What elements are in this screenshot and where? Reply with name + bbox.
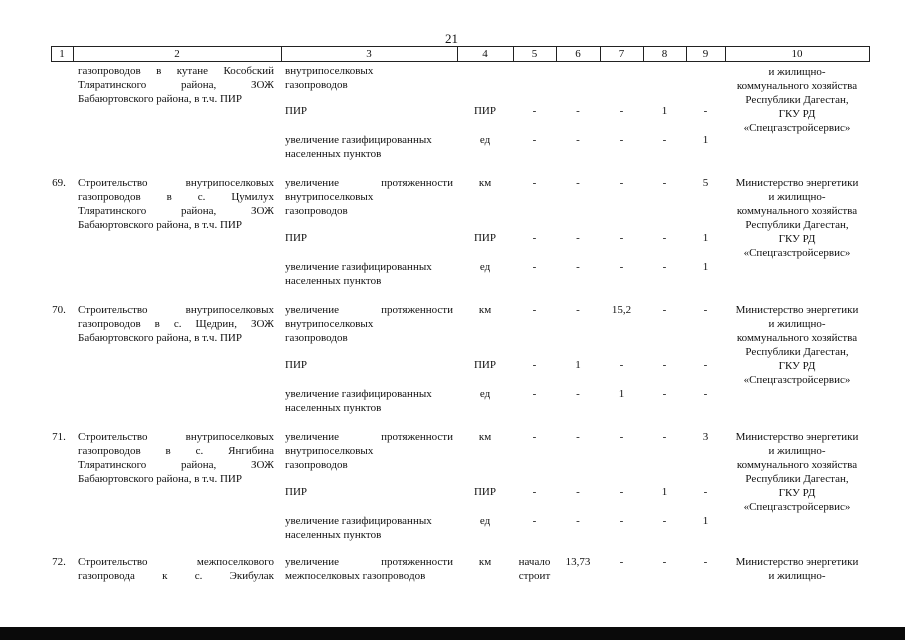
responsible-line: Республики Дагестан, (745, 219, 849, 231)
unit: ед (479, 388, 491, 400)
value-cell: - (532, 105, 537, 117)
column-header: 5 (531, 48, 538, 60)
column-header: 4 (482, 48, 488, 60)
indicator-pir: ПИР (285, 105, 308, 117)
responsible-line: «Спецгазстройсервис» (743, 501, 851, 513)
value-cell: - (662, 359, 667, 371)
value-cell: - (619, 232, 624, 244)
unit: км (478, 556, 492, 568)
value-cell: - (703, 388, 708, 400)
header-bottom-border (51, 61, 869, 62)
unit: км (478, 304, 492, 316)
value-cell: - (576, 105, 580, 117)
row-name-line: газопроводов в с. Цумилух (78, 191, 274, 203)
indicator-line: увеличение газифицированных (285, 388, 432, 400)
value-cell: - (532, 177, 537, 189)
responsible-line: Министерство энергетики (735, 431, 859, 443)
value-cell: 1 (702, 261, 709, 273)
indicator-pir: ПИР (285, 359, 308, 371)
value-cell: 1 (702, 232, 709, 244)
row-number: 72. (52, 556, 66, 568)
responsible-line: Республики Дагестан, (745, 346, 849, 358)
value-cell: - (662, 388, 667, 400)
value-cell: 1 (661, 486, 668, 498)
value-cell: - (619, 105, 624, 117)
responsible-line: и жилищно- (768, 570, 826, 582)
value-cell: - (532, 515, 537, 527)
column-header: 1 (59, 48, 65, 60)
value-cell: строит (518, 570, 551, 582)
row-name-line: Бабаюртовского района, в т.ч. ПИР (78, 93, 242, 105)
responsible-line: «Спецгазстройсервис» (743, 247, 851, 259)
value-cell: - (703, 556, 708, 568)
value-cell: - (576, 304, 580, 316)
value-cell: - (619, 556, 624, 568)
responsible-line: ГКУ РД (778, 233, 816, 245)
column-header: 2 (174, 48, 180, 60)
indicator-line: увеличение газифицированных (285, 515, 432, 527)
value-cell: - (662, 232, 667, 244)
responsible-line: и жилищно- (768, 191, 826, 203)
value-cell: - (619, 359, 624, 371)
unit: ед (479, 134, 491, 146)
responsible-line: коммунального хозяйства (736, 459, 858, 471)
value-cell: - (576, 232, 580, 244)
indicator-pir: ПИР (285, 486, 308, 498)
indicator-line: населенных пунктов (285, 529, 382, 541)
row-name-line: Строительство внутрипоселковых (78, 431, 274, 443)
responsible-line: и жилищно- (768, 66, 826, 78)
unit: ПИР (473, 232, 496, 244)
value-cell: 1 (702, 515, 709, 527)
row-name-line: Тляратинского района, ЗОЖ (78, 459, 274, 471)
value-cell: - (619, 515, 624, 527)
responsible-line: ГКУ РД (778, 487, 816, 499)
responsible-line: и жилищно- (768, 445, 826, 457)
value-cell: - (619, 261, 624, 273)
unit: ед (479, 515, 491, 527)
value-cell: - (619, 431, 624, 443)
indicator-line: населенных пунктов (285, 275, 382, 287)
value-cell: начало (518, 556, 551, 568)
value-cell: - (662, 304, 667, 316)
indicator-line: газопроводов (285, 332, 348, 344)
value-cell: - (662, 134, 667, 146)
responsible-line: ГКУ РД (778, 108, 816, 120)
column-header: 7 (618, 48, 625, 60)
column-header: 8 (661, 48, 668, 60)
responsible-line: «Спецгазстройсервис» (743, 122, 851, 134)
responsible-line: коммунального хозяйства (736, 80, 858, 92)
indicator-line: увеличение протяженности (285, 177, 453, 189)
indicator-pir: ПИР (285, 232, 308, 244)
row-name-line: Бабаюртовского района, в т.ч. ПИР (78, 219, 242, 231)
indicator-line: газопроводов (285, 459, 348, 471)
value-cell: - (532, 431, 537, 443)
value-cell: 15,2 (611, 304, 632, 316)
indicator-line: внутрипоселковых (285, 445, 374, 457)
value-cell: 3 (702, 431, 709, 443)
indicator-line: увеличение протяженности (285, 304, 453, 316)
responsible-line: Министерство энергетики (735, 304, 859, 316)
unit: ПИР (473, 359, 496, 371)
value-cell: - (576, 261, 580, 273)
value-cell: - (532, 359, 537, 371)
row-name-line: Тляратинского района, ЗОЖ (78, 205, 274, 217)
responsible-line: Министерство энергетики (735, 556, 859, 568)
column-divider (869, 46, 870, 62)
value-cell: - (576, 134, 580, 146)
value-cell: - (703, 304, 708, 316)
indicator-line: межпоселковых газопроводов (285, 570, 426, 582)
column-header: 3 (366, 48, 372, 60)
indicator-line: увеличение газифицированных (285, 134, 432, 146)
value-cell: - (662, 515, 667, 527)
value-cell: - (619, 134, 624, 146)
indicator-line: газопроводов (285, 205, 348, 217)
unit: ПИР (473, 486, 496, 498)
row-name-line: газопроводов в с. Щедрин, ЗОЖ (78, 318, 274, 330)
unit: ед (479, 261, 491, 273)
row-name-line: газопроводов в с. Янгибина (78, 445, 274, 457)
value-cell: 1 (618, 388, 625, 400)
value-cell: - (703, 105, 708, 117)
value-cell: 1 (661, 105, 668, 117)
indicator-line: населенных пунктов (285, 148, 382, 160)
indicator-line: увеличение газифицированных (285, 261, 432, 273)
value-cell: - (532, 388, 537, 400)
column-header: 9 (702, 48, 709, 60)
row-number: 71. (52, 431, 66, 443)
value-cell: - (576, 431, 580, 443)
responsible-line: коммунального хозяйства (736, 205, 858, 217)
responsible-line: коммунального хозяйства (736, 332, 858, 344)
value-cell: - (532, 134, 537, 146)
value-cell: - (532, 232, 537, 244)
value-cell: - (619, 177, 624, 189)
responsible-line: «Спецгазстройсервис» (743, 374, 851, 386)
page-number: 21 (445, 31, 458, 46)
responsible-line: Республики Дагестан, (745, 94, 849, 106)
value-cell: 13,73 (565, 556, 591, 568)
row-name-line: Бабаюртовского района, в т.ч. ПИР (78, 332, 242, 344)
row-number: 69. (52, 177, 66, 189)
value-cell: - (532, 304, 537, 316)
scan-border (0, 627, 905, 640)
value-cell: - (576, 515, 580, 527)
value-cell: - (532, 486, 537, 498)
row-name-line: газопроводов в кутане Кособский (78, 65, 274, 77)
column-header: 6 (575, 48, 581, 60)
value-cell: - (576, 486, 580, 498)
value-cell: - (662, 177, 667, 189)
value-cell: - (576, 177, 580, 189)
unit: км (478, 431, 492, 443)
responsible-line: и жилищно- (768, 318, 826, 330)
responsible-line: Республики Дагестан, (745, 473, 849, 485)
responsible-line: ГКУ РД (778, 360, 816, 372)
indicator-line: увеличение протяженности (285, 431, 453, 443)
indicator-line: внутрипоселковых (285, 65, 374, 77)
column-header: 10 (791, 48, 803, 60)
value-cell: 5 (702, 177, 709, 189)
indicator-line: увеличение протяженности (285, 556, 453, 568)
value-cell: - (703, 486, 708, 498)
indicator-line: внутрипоселковых (285, 318, 374, 330)
row-name-line: газопровода к с. Экибулак (78, 570, 274, 582)
value-cell: 1 (702, 134, 709, 146)
value-cell: - (662, 431, 667, 443)
row-name-line: Бабаюртовского района, в т.ч. ПИР (78, 473, 242, 485)
row-name-line: Строительство межпоселкового (78, 556, 274, 568)
value-cell: - (532, 261, 537, 273)
indicator-line: населенных пунктов (285, 402, 382, 414)
value-cell: 1 (575, 359, 581, 371)
row-name-line: Строительство внутрипоселковых (78, 177, 274, 189)
indicator-line: внутрипоселковых (285, 191, 374, 203)
row-name-line: Строительство внутрипоселковых (78, 304, 274, 316)
row-number: 70. (52, 304, 66, 316)
indicator-line: газопроводов (285, 79, 348, 91)
row-name-line: Тляратинского района, ЗОЖ (78, 79, 274, 91)
unit: ПИР (473, 105, 496, 117)
responsible-line: Министерство энергетики (735, 177, 859, 189)
value-cell: - (662, 556, 667, 568)
unit: км (478, 177, 492, 189)
value-cell: - (703, 359, 708, 371)
value-cell: - (619, 486, 624, 498)
value-cell: - (576, 388, 580, 400)
value-cell: - (662, 261, 667, 273)
